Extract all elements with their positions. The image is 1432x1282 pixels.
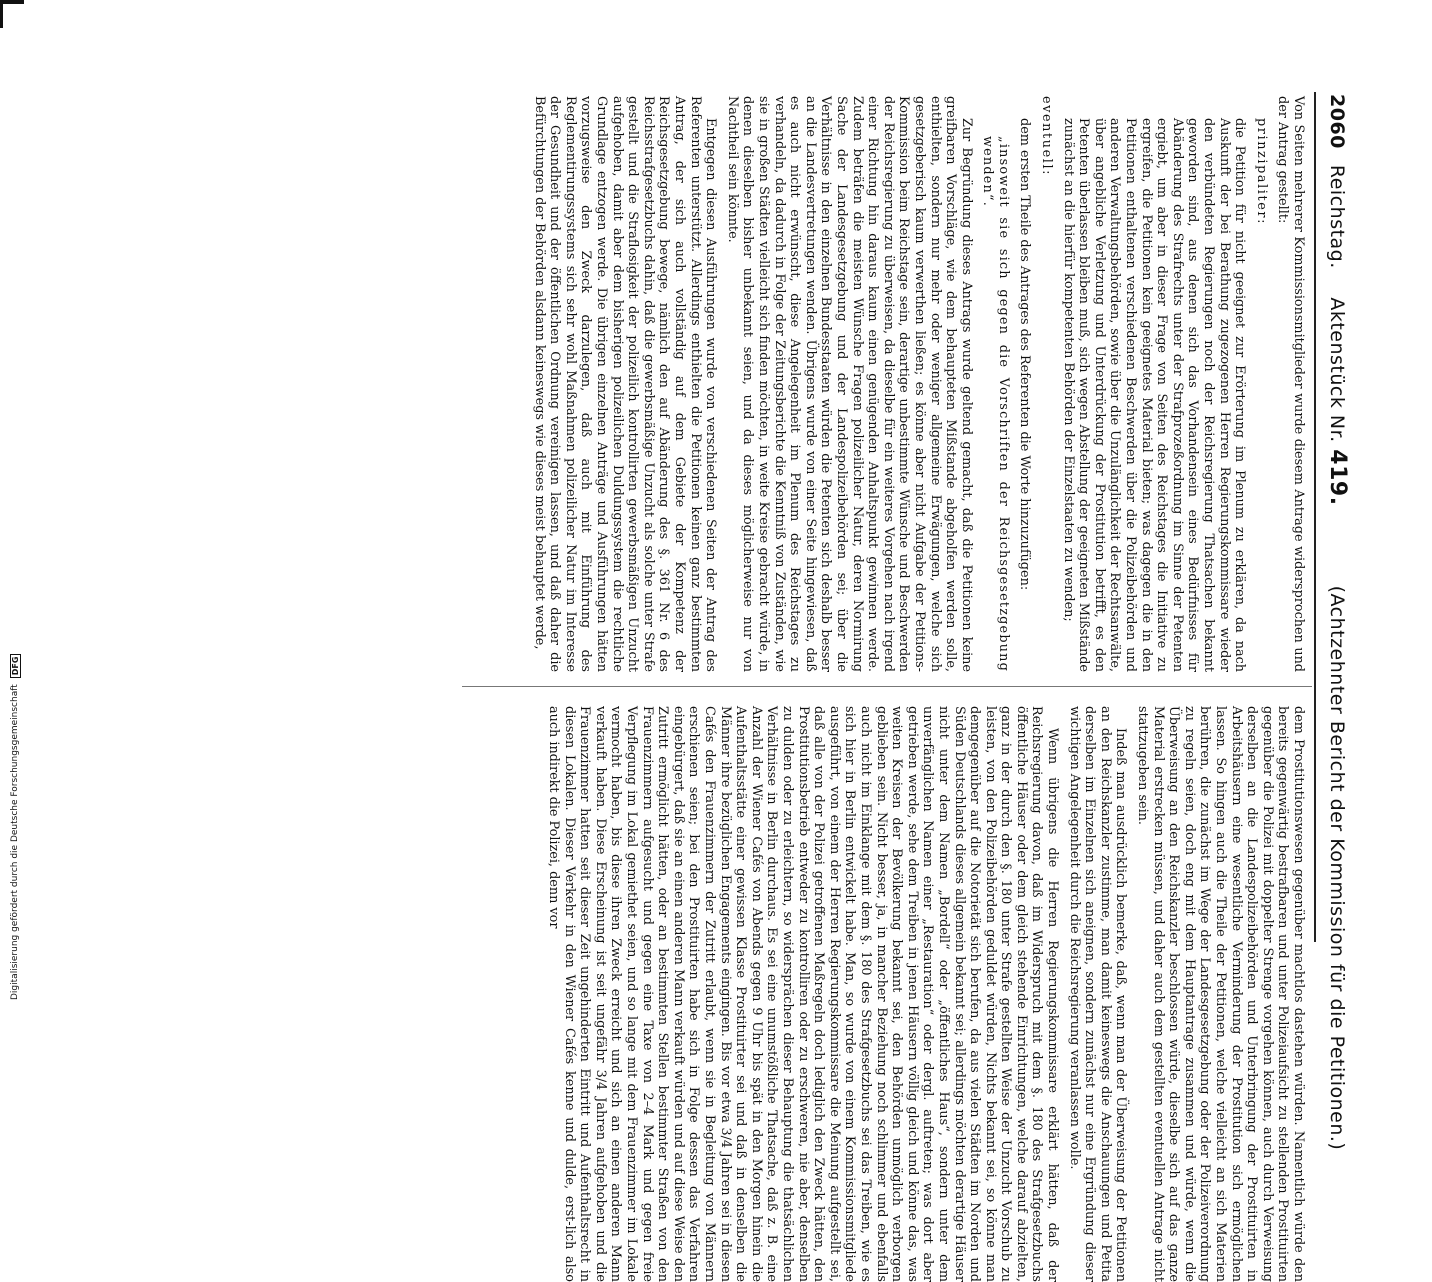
- left-column: [525, 96, 1306, 672]
- column-divider: [462, 686, 1312, 687]
- paragraph: eventuell:: [1039, 96, 1055, 177]
- paragraph: Entgegen diesen Ausführungen wurde von verschiedenen Seiten der Antrag des Referenten unterstützt. Allerdings enthielten die Petitionen keinen ganz bestimmten Antrag, der sich auch vollständig auf dem Gebiete der Kompetenz der Reichsgesetzgebung bewege, nämlich den auf Abänderung des §. 361 Nr. 6 des Reichsstrafgesetzbuchs dahin, daß die gewerbsmäßige Unzucht als solche unter Strafe gestellt und die Straflosigkeit der polizeilich kontrollirten gewerbsmäßigen Unzucht aufgehoben, damit aber dem bisherigen polizeilichen Duldungssystem die rechtliche Grundlage entzogen werde. Die übrigen einzelnen Anträge und Ausführungen hätten vorzugsweise den Zweck darzulegen, daß auch mit Einführung des Reglementirungssystems sich sehr wohl Maßnahmen polizeilicher Natur im Interesse der Gesundheit und der öffentlichen Ordnung vereinigen lassen, und daß daher die Befürchtungen der Behörden alsdann keineswegs wie dieses meist behauptet werde,: [531, 96, 719, 672]
- header-rule: [1314, 92, 1316, 942]
- header-report-title: (Achtzehnter Bericht der Kommission für die Petitionen.): [1326, 585, 1348, 1151]
- page-number: 2060: [1326, 94, 1348, 149]
- digitization-note: [8, 656, 22, 1000]
- header-doc-number: 419.: [1325, 449, 1350, 506]
- paragraph: Wenn übrigens die Herren Regierungskommissare erklärt hätten, daß der Reichsregierung davon, daß im Widerspruch mit dem §. 180 des Strafgesetzbuchs öffentliche Häuser oder dem gleich stehende Einrichtungen, welche darauf abzielten, ganz in der durch den §. 180 unter Strafe gestellten Weise der Unzucht Vorschub zu leisten, von den Polizeibehörden geduldet würden, Nichts bekannt sei, so könne man demgegenüber auf die Notorietät sich berufen, da aus vielen Städten im Norden und Süden Deutschlands dieses allgemein bekannt sei; allerdings möchten derartige Häuser nicht unter dem Namen „Bordell“ oder „öffentliches Haus“, sondern unter dem unverfänglichen Namen einer „Restauration“ oder dergl. auftreten; was dort aber getrieben werde, sehe dem Treiben in jenen Häusern völlig gleich und könne das, was weiten Kreisen der Bevölkerung bekannt sei, den Behörden unmöglich verborgen geblieben sein. Nicht besser, ja, in mancher Beziehung noch schlimmer und ebenfalls auch nicht im Einklange mit dem §. 180 des Strafgesetzbuchs sei das Treiben, wie es sich hier in Berlin entwickelt habe. Man, so wurde von einem Kommissionsmitgliede ausgeführt, von einem der Herren Regierungskommissare die Meinung aufgestellt sei, daß alle von der Polizei getroffenen Maßregeln doch lediglich den Zweck hätten, den Prostitutionsbetrieb entweder zu kontrolliren oder zu erschweren, nie aber, denselben zu dulden oder zu erleichtern, so widersprächen dieser Behauptung die thatsächlichen Verhältnisse in Berlin durchaus. Es sei eine unumstößliche Thatsache, daß z. B. eine Anzahl der Wiener Cafés von Abends gegen 9 Uhr bis spät in den Morgen hinein die Aufenthaltsstätte einer gewissen Klasse Prostituirter sei und daß in denselben die Männer ihre bezüglichen Engagements eingingen. Bis vor etwa 3/4 Jahren sei in diesen Cafés den Frauenzimmern der Zutritt erlaubt, wenn sie in Begleitung von Männern erschienen seien; bei den Prostituirten habe sich in Folge dessen das Verfahren eingebürgert, daß sie an einen anderen Mann verkauft würden und auf diese Weise den Zutritt ermöglicht hätten, oder an bestimmten Stellen bestimmter Straßen von den Frauenzimmern aufgesucht und gegen eine Taxe von 2–4 Mark und gegen freie Verpflegung im Lokal gemiethet seien, und so lange mit dem Frauenzimmer im Lokale vermocht haben, bis diese ihren Zweck erreicht und sich an einen anderen Mann verkauft haben. Diese Erscheinung ist seit ungefähr 3/4 Jahren aufgehoben und die Frauenzimmer hatten seit dieser Zeit ungehinderten Eintritt und Aufenthaltsrecht in diesen Lokalen. Dieser Verkehr in den Wiener Cafés kenne und dulde, erst-lich also auch indirekt die Polizei, denn vor: [546, 706, 1061, 1282]
- scan-frame-corner-left: [0, 0, 3, 28]
- scan-frame-corner-top: [0, 0, 24, 4]
- header-left-title: [1325, 165, 1350, 506]
- paragraph: dem ersten Theile des Antrages des Referenten die Worte hinzuzufügen:: [1017, 118, 1033, 591]
- dfg-logo: DFG: [10, 654, 21, 679]
- page-header: [1316, 94, 1350, 1151]
- document-page: [78, 58, 1358, 1282]
- paragraph: Von Seiten mehrerer Kommissionsmitglieder wurde diesem Antrage widersprochen und der Antrag gestellt:: [1275, 96, 1306, 672]
- paragraph: die Petition für nicht geeignet zur Erörterung im Plenum zu erklären, da nach Auskunft der bei Berathung zugezogenen Herren Regierungskommissare wieder den verbündeten Regierungen noch der Reichsregierung Thatsachen bekannt geworden sind, aus denen sich das Vorhandensein eines Bedürfnisses für Abänderung des Strafrechts unter der Strafprozeßordnung im Sinne der Petenten ergiebt, um aber in dieser Frage von Seiten des Reichstages die Initiative zu ergreifen, die Petitionen kein geeignetes Material bieten; was dagegen die in den Petitionen enthaltenen verschiedenen Beschwerden über die Polizeibehörden und anderen Verwaltungsbehörden, sowie über die Unzulänglichkeit der Rechtsanwälte, über angebliche Verletzung und Unterdrückung der Prostitution betrifft, es den Petenten überlassen bleiben muß, sich wegen Abstellung der geeigneten Mißstände zunächst an die hierfür kompetenten Behörden der Einzelstaaten zu wenden;: [1060, 118, 1248, 672]
- paragraph: dem Prostitutionswesen gegenüber machtlos dastehen würden. Namentlich würde den bereits gegenwärtig bestrafbaren und unter Polizeiaufsicht zu stellenden Prostituirten gegenüber die Polizei mit doppelter Strenge vorgehen können, auch durch Verweisung derselben an die Landespolizeibehörden und Unterbringung der Prostituirten in Arbeitshäusern eine wesentliche Verminderung der Prostitution sich ermöglichen lassen. So hingen auch die Theile der Petitionen, welche vielleicht an sich Materien berühren, die zunächst im Wege der Landesgesetzgebung oder der Polizeiverordnung zu regeln seien, doch eng mit dem Hauptantrage zusammen und würde, wenn die Überweisung an den Reichskanzler beschlossen würde, dieselbe sich auf das ganze Material erstrecken müssen, und daher auch dem gestellten eventuellen Antrage nicht stattzugeben sein.: [1135, 706, 1306, 1282]
- paragraph: prinzipaliter:: [1253, 118, 1269, 226]
- digitization-note-text: Digitalisierung gefördert durch die Deutsche Forschungsgemeinschaft: [10, 684, 20, 1000]
- header-aktenstueck: Aktenstück Nr.: [1326, 297, 1348, 443]
- paragraph: Indeß man ausdrücklich bemerke, daß, wenn man der Überweisung der Petitionen an den Reichskanzler zustimme, man damit keineswegs die Anschauungen und Petita derselben im Einzelnen sich aneignen, sondern zunächst nur eine Ergründung dieser wichtigen Angelegenheit durch die Reichsregierung veranlassen wolle.: [1066, 706, 1129, 1282]
- header-reichstag: Reichstag.: [1326, 164, 1348, 269]
- right-column: [540, 706, 1307, 1282]
- paragraph: Zur Begründung dieses Antrags wurde geltend gemacht, daß die Petitionen keine greifbaren Vorschläge, wie dem behaupteten Mißstande abgeholfen werden solle, enthielten, sondern nur mehr oder weniger allgemeine Erwägungen, welche sich gesetzgeberisch kaum verwerthen ließen; es könne aber nicht Aufgabe der Petitions-Kommission beim Reichstage sein, derartige unbestimmte Wünsche und Beschwerden der Reichsregierung zu überweisen, da dieselbe für ein weiteres Vorgehen nach irgend einer Richtung hin daraus kaum einen genügenden Anhaltspunkt gewinnen werde. Zudem beträfen die meisten Wünsche Fragen polizeilicher Natur, deren Normirung Sache der Landesgesetzgebung und der Landespolizeibehörden sei; über die Verhältnisse in den einzelnen Bundesstaaten würden die Petenten sich deshalb besser an die Landesvertretungen wenden. Übrigens wurde von einer Seite hingewiesen, daß es auch nicht erwünscht, diese Angelegenheit im Plenum des Reichstages zu verhandeln, da dadurch in Folge der Zeitungsberichte die Kenntniß von Zuständen, wie sie in großen Städten vielleicht sich finden möchten, in weite Kreise gebracht würde, in denen dieselben bisher unbekannt seien, und da dieses möglicherweise nur von Nachtheil sein könnte.: [724, 96, 974, 672]
- paragraph-quote: „insoweit sie sich gegen die Vorschriften der Reichsgesetzgebung wenden“.: [980, 136, 1011, 672]
